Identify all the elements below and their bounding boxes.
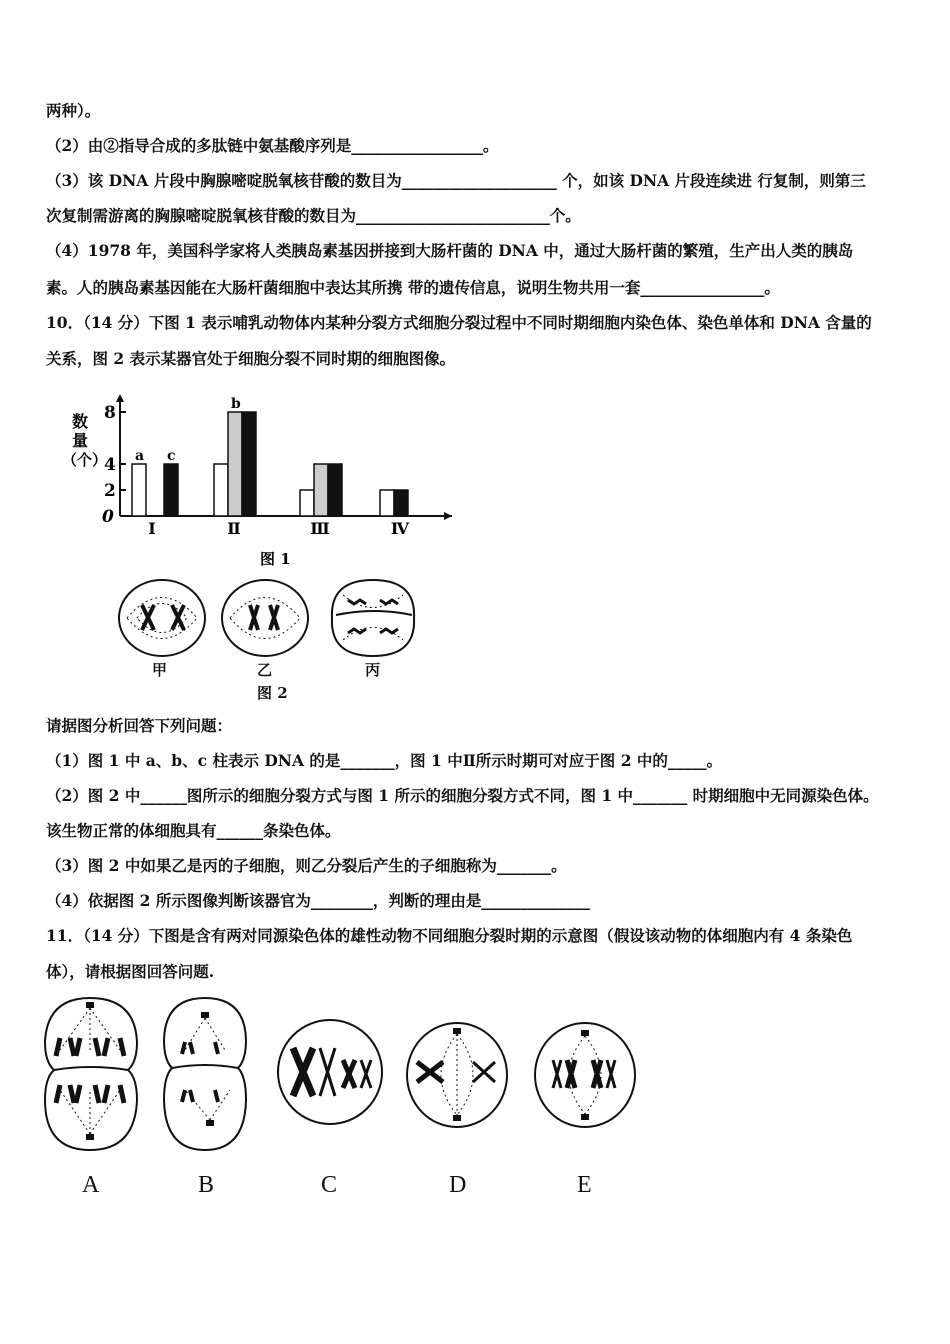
figure-1-caption: 图 1 bbox=[260, 550, 291, 568]
y-tick-label: 8 bbox=[104, 403, 116, 423]
cell-label-jia: 甲 bbox=[152, 661, 168, 679]
figure-2-caption: 图 2 bbox=[257, 684, 288, 702]
text-line-1: 两种）。 bbox=[46, 101, 101, 120]
cell-d bbox=[407, 1023, 507, 1127]
cell-bing bbox=[332, 580, 414, 656]
text-line-5: （4）1978 年，美国科学家将人类胰岛素基因拼接到大肠杆菌的 DNA 中，通过大肠杆菌的繁殖，生产出人类的胰岛 bbox=[46, 241, 854, 260]
figure-3-cells bbox=[40, 990, 650, 1165]
text-line-3: （3）该 DNA 片段中胸腺嘧啶脱氧核苷酸的数目为____________________ 个，如该 DNA 片段连续进 行复制，则第三 bbox=[46, 171, 866, 190]
x-tick-label: Ⅲ bbox=[310, 519, 330, 538]
figure-1-bar-chart bbox=[60, 385, 460, 570]
cell-label-b: B bbox=[198, 1172, 215, 1198]
text-line-prompt: 请据图分析回答下列问题： bbox=[46, 716, 233, 735]
bar-label-c: c bbox=[167, 448, 176, 464]
bar-c-1 bbox=[164, 464, 178, 516]
text-line-6: 素。人的胰岛素基因能在大肠杆菌细胞中表达其所携 带的遗传信息，说明生物共用一套________________。 bbox=[46, 278, 780, 297]
bar-c-3 bbox=[328, 464, 342, 516]
text-line-2: （2）由②指导合成的多肽链中氨基酸序列是_________________。 bbox=[46, 136, 499, 155]
cell-a bbox=[45, 998, 137, 1150]
bar-b-2 bbox=[228, 412, 242, 516]
x-axis-arrow bbox=[444, 512, 452, 520]
y-label-part-2: 量 bbox=[72, 431, 89, 450]
cell-label-d: D bbox=[449, 1172, 467, 1198]
cell-label-bing: 丙 bbox=[365, 661, 381, 679]
question-10-1: （1）图 1 中 a、b、c 柱表示 DNA 的是_______，图 1 中Ⅱ所示时期可对应于图 2 中的_____。 bbox=[46, 751, 723, 770]
question-10-2: （2）图 2 中______图所示的细胞分裂方式与图 1 所示的细胞分裂方式不同，图 1 中_______ 时期细胞中无同源染色体。 bbox=[46, 786, 879, 805]
bar-c-2 bbox=[242, 412, 256, 516]
bar-a-3 bbox=[300, 490, 314, 516]
cell-c bbox=[278, 1020, 382, 1124]
text-line-4: 次复制需游离的胸腺嘧啶脱氧核苷酸的数目为_________________________个。 bbox=[46, 206, 581, 225]
cell-yi bbox=[222, 580, 308, 656]
y-tick-label: 0 bbox=[102, 507, 114, 527]
cell-label-c: C bbox=[321, 1172, 338, 1198]
question-10-line-2: 关系，图 2 表示某器官处于细胞分裂不同时期的细胞图像。 bbox=[46, 349, 456, 368]
y-label-part-1: 数 bbox=[72, 412, 89, 431]
cell-label-e: E bbox=[577, 1172, 592, 1198]
x-tick-label: Ⅳ bbox=[390, 519, 410, 538]
y-tick-label: 4 bbox=[104, 455, 116, 475]
question-10-3: （3）图 2 中如果乙是丙的子细胞，则乙分裂后产生的子细胞称为_______。 bbox=[46, 856, 567, 875]
x-tick-label: Ⅱ bbox=[227, 519, 241, 538]
bar-label-a: a bbox=[135, 448, 145, 464]
cell-label-a: A bbox=[82, 1172, 100, 1198]
bar-label-b: b bbox=[231, 396, 241, 412]
cell-label-yi: 乙 bbox=[257, 661, 273, 679]
question-10-4: （4）依据图 2 所示图像判断该器官为________，判断的理由是______________ bbox=[46, 891, 590, 910]
cell-e bbox=[535, 1023, 635, 1127]
question-10-2-cont: 该生物正常的体细胞具有______条染色体。 bbox=[46, 821, 341, 840]
bar-c-4 bbox=[394, 490, 408, 516]
y-label-part-3: （个） bbox=[62, 451, 108, 469]
question-11-line-1: 11．（14 分）下图是含有两对同源染色体的雄性动物不同细胞分裂时期的示意图（假设该动物的体细胞内有 4 条染色 bbox=[46, 926, 853, 945]
y-tick-label: 2 bbox=[104, 481, 116, 501]
cell-jia bbox=[119, 580, 205, 656]
bar-a-1 bbox=[132, 464, 146, 516]
x-tick-label: Ⅰ bbox=[148, 519, 156, 538]
question-10-line-1: 10．（14 分）下图 1 表示哺乳动物体内某种分裂方式细胞分裂过程中不同时期细胞内染色体、染色单体和 DNA 含量的 bbox=[46, 313, 872, 332]
y-axis-arrow bbox=[116, 394, 124, 402]
bar-a-4 bbox=[380, 490, 394, 516]
cell-b bbox=[164, 998, 246, 1150]
bar-b-3 bbox=[314, 464, 328, 516]
bar-a-2 bbox=[214, 464, 228, 516]
question-11-line-2: 体），请根据图回答问题. bbox=[46, 962, 215, 981]
